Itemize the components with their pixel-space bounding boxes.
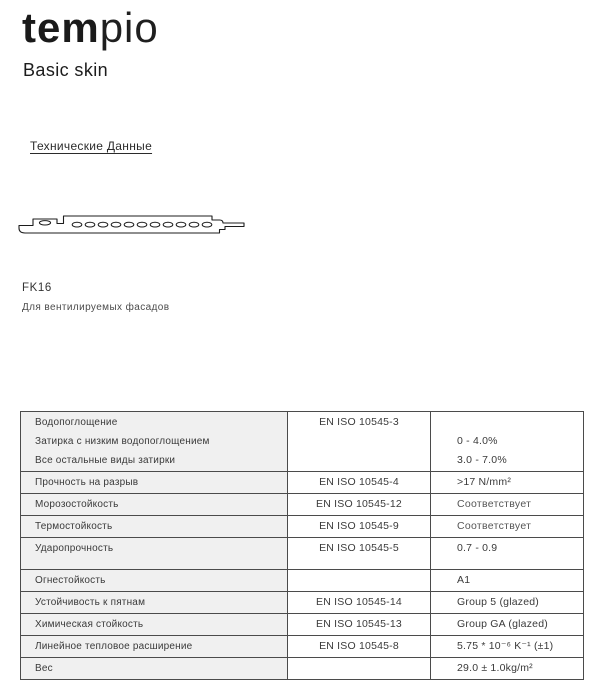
property-cell (21, 658, 288, 680)
standard-cell (288, 570, 431, 592)
cell-text: 3.0 - 7.0% (457, 454, 507, 466)
cell-text: 0.7 - 0.9 (457, 542, 498, 554)
cell-text: Термостойкость (35, 521, 113, 532)
property-cell (21, 412, 288, 472)
value-cell (431, 412, 584, 472)
cell-text: Group GA (glazed) (457, 618, 548, 630)
technical-data-table (20, 411, 584, 680)
brand-logo-bold: tem (22, 4, 100, 51)
cell-text: Линейное тепловое расширение (35, 641, 193, 652)
value-cell (431, 636, 584, 658)
property-cell (21, 570, 288, 592)
table-row (21, 592, 584, 614)
panel-cross-section-drawing (16, 212, 248, 242)
cell-text: Все остальные виды затирки (35, 455, 176, 466)
cell-text: EN ISO 10545-13 (316, 618, 402, 630)
cell-text: >17 N/mm² (457, 476, 512, 488)
property-cell (21, 636, 288, 658)
cell-text: 0 - 4.0% (457, 435, 498, 447)
product-line-title: Basic skin (23, 60, 109, 80)
cell-text: EN ISO 10545-14 (316, 596, 402, 608)
cell-text: Затирка с низким водопоглощением (35, 436, 210, 447)
cell-text: EN ISO 10545-8 (319, 640, 399, 652)
profile-description: Для вентилируемых фасадов (22, 302, 170, 313)
cell-text: Вес (35, 663, 53, 674)
cell-text: A1 (457, 574, 471, 586)
spec-table-body (21, 412, 584, 680)
cell-text: 5.75 * 10⁻⁶ K⁻¹ (±1) (457, 640, 554, 652)
cell-text: Group 5 (glazed) (457, 596, 539, 608)
standard-cell (288, 658, 431, 680)
cell-text: Морозостойкость (35, 499, 119, 510)
property-cell (21, 516, 288, 538)
cell-text: 29.0 ± 1.0kg/m² (457, 662, 533, 674)
value-cell (431, 570, 584, 592)
table-row (21, 516, 584, 538)
standard-cell (288, 592, 431, 614)
standard-cell (288, 494, 431, 516)
table-row (21, 614, 584, 636)
table-row (21, 658, 584, 680)
profile-code: FK16 (22, 282, 52, 294)
table-row (21, 412, 584, 472)
cell-text: Огнестойкость (35, 575, 106, 586)
cell-text: EN ISO 10545-12 (316, 498, 402, 510)
table-row (21, 472, 584, 494)
standard-cell (288, 614, 431, 636)
cell-text: Соответствует (457, 520, 532, 532)
property-cell (21, 614, 288, 636)
value-cell (431, 494, 584, 516)
table-row (21, 494, 584, 516)
property-cell (21, 538, 288, 570)
technical-data-heading[interactable]: Технические Данные (30, 139, 153, 153)
cell-text: Соответствует (457, 498, 532, 510)
cell-text: EN ISO 10545-3 (319, 416, 399, 428)
value-cell (431, 538, 584, 570)
value-cell (431, 614, 584, 636)
table-row (21, 636, 584, 658)
property-cell (21, 592, 288, 614)
standard-cell (288, 516, 431, 538)
cell-text: Устойчивость к пятнам (35, 597, 146, 608)
standard-cell (288, 636, 431, 658)
value-cell (431, 658, 584, 680)
cell-text (292, 571, 426, 590)
standard-cell (288, 472, 431, 494)
cell-text: Водопоглощение (35, 417, 118, 428)
value-cell (431, 592, 584, 614)
brand-logo (22, 4, 159, 52)
property-cell (21, 494, 288, 516)
cell-text: Ударопрочность (35, 543, 114, 554)
property-cell (21, 472, 288, 494)
cell-text (457, 413, 579, 432)
cell-text: EN ISO 10545-9 (319, 520, 399, 532)
cell-text: Химическая стойкость (35, 619, 144, 630)
table-row (21, 570, 584, 592)
table-row (21, 538, 584, 570)
standard-cell (288, 538, 431, 570)
value-cell (431, 516, 584, 538)
cell-text: EN ISO 10545-4 (319, 476, 399, 488)
cell-text (292, 659, 426, 678)
value-cell (431, 472, 584, 494)
cell-text: EN ISO 10545-5 (319, 542, 399, 554)
cell-text: Прочность на разрыв (35, 477, 139, 488)
standard-cell (288, 412, 431, 472)
brand-logo-light: pio (99, 4, 159, 51)
